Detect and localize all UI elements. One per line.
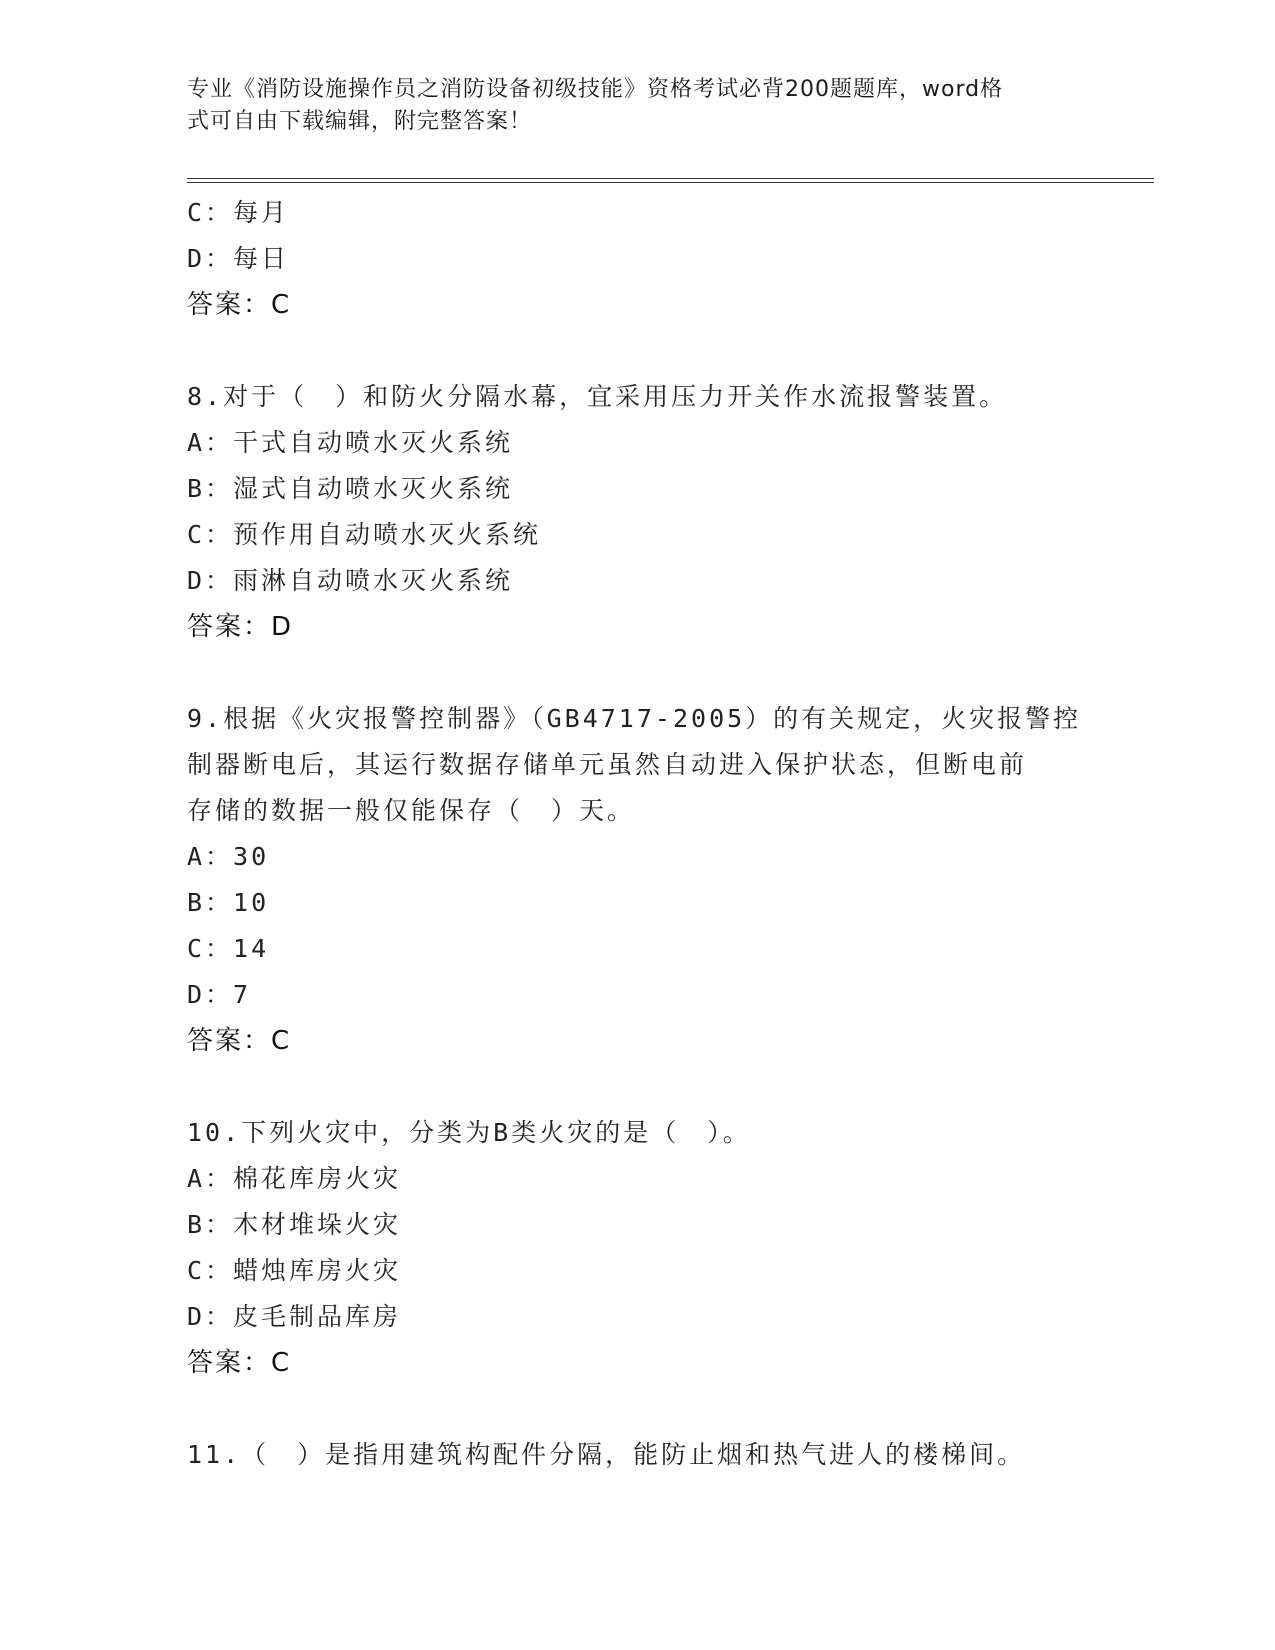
option-b: B：10 [187,888,270,917]
option-c: C：预作用自动喷水灭火系统 [187,520,542,549]
question-content [187,190,1087,1478]
option-a: A：干式自动喷水灭火系统 [187,428,514,457]
question-stem: 10.下列火灾中，分类为B类火灾的是（ ）。 [187,1118,751,1147]
answer-line: 答案：C [187,1026,292,1056]
option-d: D：7 [187,980,252,1009]
question-10-block [187,1110,1087,1386]
spacer [187,650,1087,696]
question-stem-line-3: 存储的数据一般仅能保存（ ）天。 [187,796,636,825]
option-c: C：每月 [187,198,290,227]
question-11-block [187,1432,1087,1478]
answer-line: 答案：D [187,612,294,642]
answer-line: 答案：C [187,290,292,320]
question-9-block [187,696,1087,1064]
answer-line: 答案：C [187,1348,292,1378]
option-d: D：雨淋自动喷水灭火系统 [187,566,514,595]
option-c: C：蜡烛库房火灾 [187,1256,402,1285]
spacer [187,328,1087,374]
option-d: D：皮毛制品库房 [187,1302,402,1331]
option-a: A：棉花库房火灾 [187,1164,402,1193]
spacer [187,1386,1087,1432]
question-stem-line-1: 9.根据《火灾报警控制器》（GB4717-2005）的有关规定，火灾报警控 [187,704,1082,733]
prev-question-block [187,190,1087,328]
option-b: B：木材堆垛火灾 [187,1210,402,1239]
option-a: A：30 [187,842,270,871]
option-d: D：每日 [187,244,290,273]
header-title-line-1: 专业《消防设施操作员之消防设备初级技能》资格考试必背200题题库，word格 [187,77,1004,102]
question-stem: 11.（ ）是指用建筑构配件分隔，能防止烟和热气进人的楼梯间。 [187,1440,1026,1469]
header-title-line-2: 式可自由下载编辑，附完整答案！ [187,109,533,134]
header-divider [187,178,1154,183]
question-8-block [187,374,1087,650]
option-c: C：14 [187,934,270,963]
question-stem: 8.对于（ ）和防火分隔水幕，宜采用压力开关作水流报警装置。 [187,382,1008,411]
document-header [187,74,1067,138]
option-b: B：湿式自动喷水灭火系统 [187,474,514,503]
spacer [187,1064,1087,1110]
question-stem-line-2: 制器断电后，其运行数据存储单元虽然自动进入保护状态，但断电前 [187,750,1028,779]
